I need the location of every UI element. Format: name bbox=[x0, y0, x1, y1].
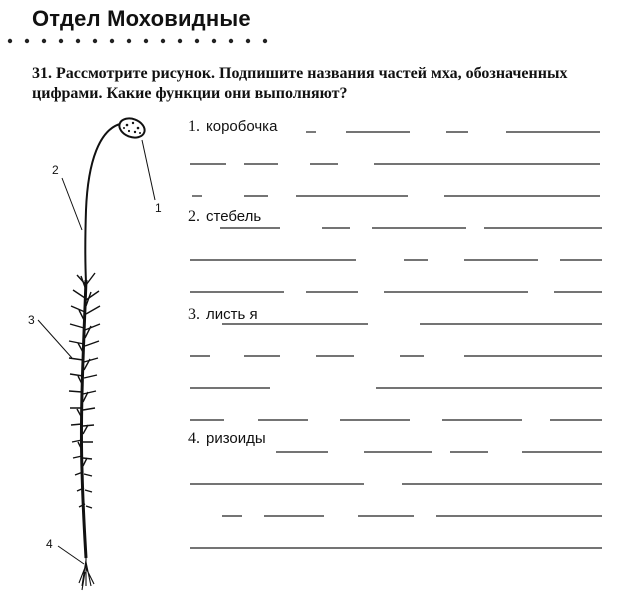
figure-label-1: 1 bbox=[155, 201, 162, 215]
figure-label-4: 4 bbox=[46, 537, 53, 551]
figure-label-3: 3 bbox=[28, 313, 35, 327]
answer-text: коробочка bbox=[206, 118, 278, 135]
answer-item-3 bbox=[188, 306, 258, 324]
question-text bbox=[32, 64, 612, 104]
answer-text: листь я bbox=[206, 306, 258, 323]
moss-illustration bbox=[0, 110, 180, 600]
answer-item-1 bbox=[188, 118, 277, 136]
leafy-stem-drawing bbox=[69, 273, 100, 558]
answer-number: 2. bbox=[188, 208, 200, 225]
figure-label-2: 2 bbox=[52, 163, 59, 177]
answer-lines bbox=[188, 112, 613, 562]
answer-text: ризоиды bbox=[206, 430, 266, 447]
answer-number: 3. bbox=[188, 306, 200, 323]
section-title: Отдел Моховидные bbox=[32, 6, 251, 31]
rhizoids-drawing bbox=[79, 556, 94, 590]
question-number: 31. bbox=[32, 65, 52, 82]
leader-lines bbox=[38, 140, 155, 564]
answer-number: 1. bbox=[188, 118, 200, 135]
answer-text: стебель bbox=[206, 208, 262, 225]
seta-drawing bbox=[85, 124, 120, 282]
capsule-drawing bbox=[117, 115, 148, 141]
dotted-divider bbox=[6, 36, 278, 46]
answer-item-2 bbox=[188, 208, 261, 226]
answer-item-4 bbox=[188, 430, 266, 448]
answer-area bbox=[188, 112, 613, 562]
answer-number: 4. bbox=[188, 430, 200, 447]
question-body: Рассмотрите рисунок. Подпишите названия частей мха, обозначенных цифрами. Какие функции они выполняют? bbox=[32, 65, 568, 102]
